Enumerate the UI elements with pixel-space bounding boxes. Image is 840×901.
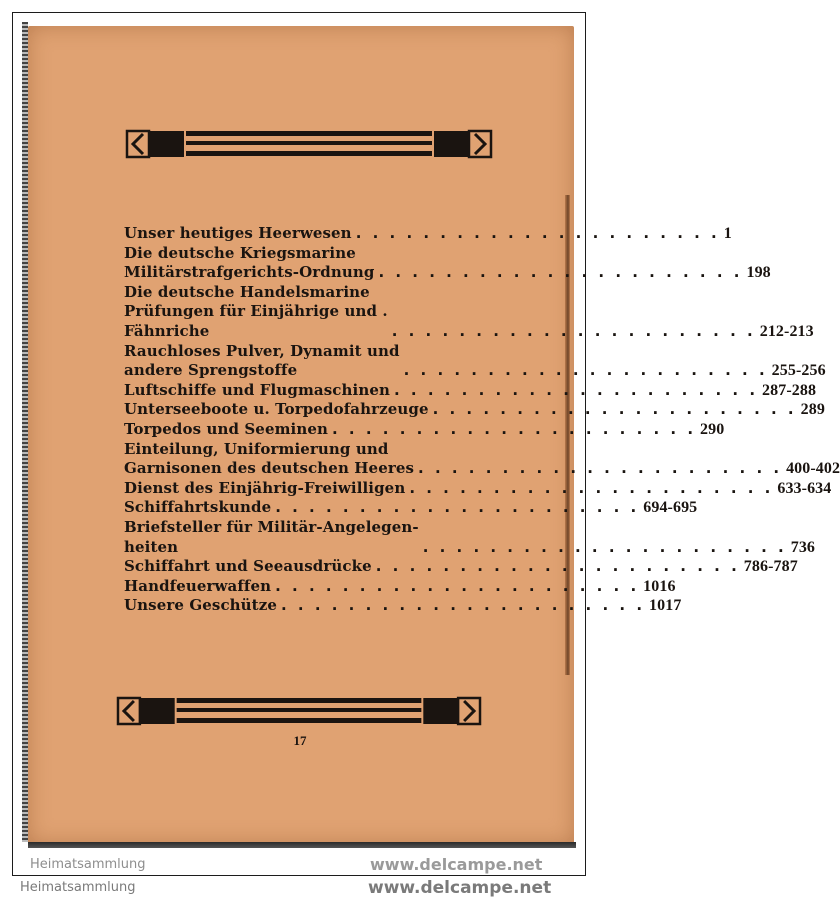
top-ornament: [126, 128, 492, 160]
toc-entry-title: [124, 498, 271, 518]
toc-entry: [124, 557, 798, 577]
toc-entry-title: [124, 400, 429, 420]
table-of-contents: [124, 224, 840, 616]
toc-page-number: 287-288: [762, 381, 817, 399]
toc-entry-title-line: Dienst des Einjährig-Freiwilligen: [124, 478, 406, 497]
watermark-left-footer: Heimatsammlung: [20, 880, 136, 895]
page-number: 17: [293, 733, 307, 748]
toc-entry: [124, 400, 825, 420]
toc-leader-dots: . . . . . . . . . . . . . . . . . . . . . .: [355, 224, 720, 242]
bottom-ornament: [117, 695, 481, 727]
toc-entry: [124, 498, 698, 518]
toc-page-number: 736: [790, 538, 816, 556]
toc-entry-title-line: Unser heutiges Heerwesen: [124, 224, 352, 242]
toc-leader-dots: . . . . . . . . . . . . . . . . . . . . . .: [280, 596, 646, 615]
toc-entry: [124, 244, 492, 264]
toc-entry: [124, 283, 492, 303]
toc-page-number: 289: [800, 401, 825, 419]
toc-entry-title-line: Prüfungen für Einjährige und .: [124, 302, 388, 321]
toc-page-number: 255-256: [771, 362, 826, 380]
toc-entry-title-line: andere Sprengstoffe: [124, 361, 298, 380]
toc-entry: [124, 517, 816, 557]
toc-entry-title-line: Unterseeboote u. Torpedofahrzeuge: [124, 400, 429, 419]
toc-leader-dots: . . . . . . . . . . . . . . . . . . . . . .: [418, 459, 783, 478]
toc-leader-dots: . . . . . . . . . . . . . . . . . . . . . .: [403, 361, 768, 380]
toc-page-number: 1016: [643, 577, 676, 595]
toc-entry-title-line: Rauchloses Pulver, Dynamit und: [124, 341, 400, 360]
toc-entry: [124, 439, 840, 479]
toc-entry-title: [124, 342, 400, 381]
toc-entry-title-line: heiten: [124, 537, 179, 556]
toc-page-number: 1: [723, 225, 732, 242]
toc-entry: [124, 302, 814, 341]
toc-entry: [124, 380, 817, 401]
toc-entry-title: [124, 518, 419, 557]
toc-entry-title: [124, 381, 390, 401]
toc-leader-dots: . . . . . . . . . . . . . . . . . . . . . .: [393, 380, 759, 399]
toc-entry: [124, 478, 832, 499]
toc-leader-dots: . . . . . . . . . . . . . . . . . . . . . .: [432, 400, 797, 419]
toc-page-number: 1017: [649, 597, 682, 615]
toc-entry-title: [124, 263, 374, 283]
toc-leader-dots: . . . . . . . . . . . . . . . . . . . . . .: [375, 557, 740, 576]
toc-entry-title: [124, 557, 372, 577]
toc-entry-title: [124, 596, 277, 616]
toc-entry-title-line: Militärstrafgerichts-Ordnung: [124, 263, 375, 282]
toc-page-number: 400-402: [786, 460, 840, 478]
toc-entry-title-line: Die deutsche Handelsmarine: [124, 282, 370, 301]
toc-entry-title: [124, 302, 388, 341]
toc-page-number: 290: [700, 420, 725, 438]
toc-page-number: 694-695: [643, 499, 698, 517]
toc-entry: [124, 576, 676, 597]
toc-page-number: 198: [746, 264, 771, 282]
toc-entry-title-line: Die deutsche Kriegsmarine: [124, 243, 356, 262]
toc-entry-title-line: Garnisonen des deutschen Heeres: [124, 459, 415, 478]
toc-entry-title: [124, 244, 356, 264]
watermark-right: www.delcampe.net: [370, 855, 543, 874]
toc-leader-dots: . . . . . . . . . . . . . . . . . . . . . .: [275, 498, 640, 517]
toc-entry-title-line: Briefsteller für Militär-Angelegen-: [124, 517, 419, 536]
toc-entry-title-line: Unsere Geschütze: [124, 596, 277, 615]
toc-entry-title: [124, 440, 414, 479]
toc-leader-dots: . . . . . . . . . . . . . . . . . . . . . .: [422, 537, 787, 556]
toc-entry-title-line: Luftschiffe und Flugmaschinen: [124, 380, 390, 399]
page-bottom-edge: [28, 842, 576, 848]
watermark-left: Heimatsammlung: [30, 857, 146, 872]
toc-leader-dots: . . . . . . . . . . . . . . . . . . . . . .: [378, 263, 743, 282]
toc-entry-title: [124, 224, 352, 244]
toc-entry-title: [124, 283, 370, 303]
toc-page-number: 212-213: [759, 322, 814, 340]
toc-entry-title-line: Fähnriche: [124, 321, 210, 340]
toc-page-number: 633-634: [777, 479, 832, 497]
toc-leader-dots: . . . . . . . . . . . . . . . . . . . . . .: [409, 478, 774, 497]
toc-entry: [124, 224, 732, 244]
toc-entry-title-line: Handfeuerwaffen: [124, 576, 272, 595]
toc-leader-dots: . . . . . . . . . . . . . . . . . . . . . .: [391, 321, 756, 340]
toc-entry: [124, 596, 682, 616]
toc-entry-title-line: Schiffahrt und Seeausdrücke: [124, 557, 372, 576]
toc-entry: [124, 263, 771, 283]
toc-entry-title-line: Einteilung, Uniformierung und: [124, 439, 389, 458]
toc-entry-title-line: Torpedos und Seeminen: [124, 419, 329, 438]
toc-page-number: 786-787: [743, 558, 798, 576]
toc-entry: [124, 419, 725, 440]
toc-entry-title-line: Schiffahrtskunde: [124, 498, 272, 517]
toc-entry-title: [124, 420, 328, 440]
toc-leader-dots: . . . . . . . . . . . . . . . . . . . . . .: [332, 419, 697, 438]
toc-entry-title: [124, 577, 271, 597]
toc-leader-dots: . . . . . . . . . . . . . . . . . . . . . .: [275, 576, 640, 595]
toc-entry: [124, 341, 826, 381]
toc-entry-title: [124, 479, 405, 499]
watermark-right-footer: www.delcampe.net: [368, 878, 552, 898]
